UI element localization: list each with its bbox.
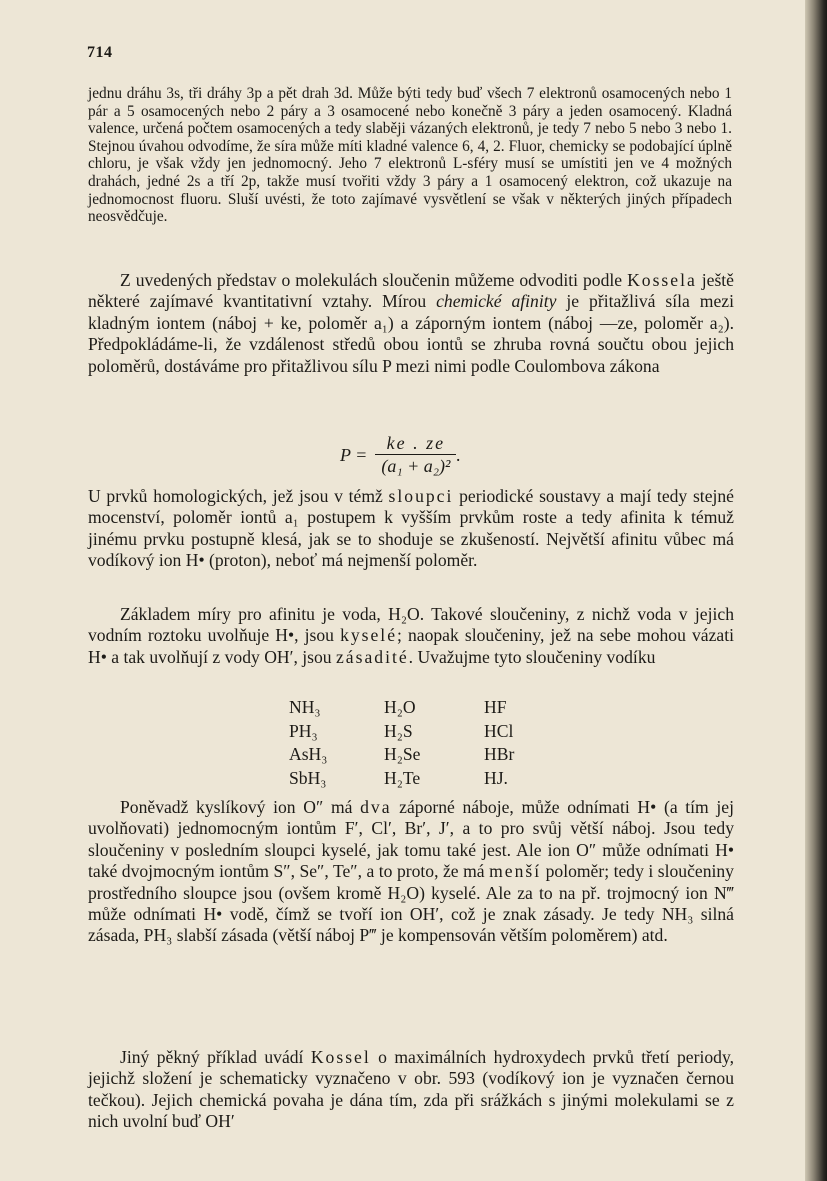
coulomb-formula <box>340 430 461 480</box>
compound-cell: PH₃ <box>289 720 318 741</box>
paragraph-affinity: Z uvedených představ o molekulách sloučenin můžeme odvoditi podle Kossela ještě některé zajímavé kvantitativní vztahy. Mírou chemické afinity je přitažlivá síla mezi kladným iontem (náboj + ke, poloměr a₁) a záporným iontem (náboj —ze, poloměr a₂). Předpokládáme-li, že vzdálenost středů obou iontů se zhruba rovná součtu obou jejich poloměrů, dostáváme pro přitažlivou sílu P mezi nimi podle Coulombova zákona <box>88 270 734 376</box>
formula-denominator: (a₁ + a₂)² <box>375 454 456 477</box>
formula-fraction <box>375 433 456 477</box>
formula-end: . <box>456 444 461 465</box>
compound-cell: SbH₃ <box>289 767 327 788</box>
compound-cell: NH₃ <box>289 697 321 717</box>
compound-cell: AsH₃ <box>289 744 328 764</box>
page-number: 714 <box>87 44 113 61</box>
compound-cell: H₂Te <box>384 767 421 788</box>
paragraph-homologous: U prvků homologických, jež jsou v témž sloupci periodické soustavy a mají tedy stejné mocenství, poloměr iontů a₁ postupem k vyšším prvkům roste a tedy afinita k témuž jinému prvku postupně klesá, jak se to shoduje se zkušeností. Největší afinitu vůbec má vodíkový ion H• (proton), neboť má nejmenší poloměr. <box>88 486 734 571</box>
formula-lhs: P = <box>340 444 368 465</box>
paragraph-oxygen-ion: Poněvadž kyslíkový ion O″ má dva záporné náboje, může odnímati H• (a tím jej uvolňovati) jednomocným iontům F′, Cl′, Br′, J′, a to pro svůj větší náboj. Jsou tedy sloučeniny v posledním sloupci kyselé, jak tomu také jest. Ale ion O″ může odnímati H• také dvojmocným iontům S″, Se″, Te″, a to proto, že má menší poloměr; tedy i sloučeniny prostředního sloupce jsou (ovšem kromě H₂O) kyselé. Ale za to na př. trojmocný ion N‴ může odnímati H• vodě, čímž se tvoří ion OH′, což je znak zásady. Je tedy NH₃ silná zásada, PH₃ slabší zásada (větší náboj P‴ je kompensován větším poloměrem) atd. <box>88 797 734 946</box>
paragraph-water: Základem míry pro afinitu je voda, H₂O. Takové sloučeniny, z nichž voda v jejich vodním roztoku uvolňuje H•, jsou kyselé; naopak sloučeniny, jež na sebe mohou vázati H• a tak uvolňují z vody OH′, jsou zásadité. Uvažujme tyto sloučeniny vodíku <box>88 604 734 667</box>
paragraph-hydroxides: Jiný pěkný příklad uvádí Kossel o maximálních hydroxydech prvků třetí periody, jejichž složení je schematicky vyznačeno v obr. 593 (vodíkový ion je vyznačen černou tečkou). Jejich chemická povaha je dána tím, zda při srážkách s jinými molekulami se z nich uvolní buď OH′ <box>88 1047 734 1132</box>
compound-cell: HJ. <box>484 767 508 788</box>
compound-cell: H₂Se <box>384 744 421 764</box>
compound-cell: HBr <box>484 744 515 764</box>
compound-cell: H₂S <box>384 720 413 741</box>
page-edge-shadow <box>805 0 827 1181</box>
compound-cell: HF <box>484 697 507 717</box>
compound-cell: H₂O <box>384 697 416 717</box>
formula-numerator: ke . ze <box>386 433 446 453</box>
compound-cell: HCl <box>484 720 514 741</box>
small-print-paragraph: jednu dráhu 3s, tři dráhy 3p a pět drah 3d. Může býti tedy buď všech 7 elektronů osamocených nebo 1 pár a 5 osamocených nebo 2 páry a 3 osamocené nebo konečně 3 páry a jeden osamocený. Kladná valence, určená počtem osamocených a tedy slaběji vázaných elektronů, je tedy 7 nebo 5 nebo 3 nebo 1. Stejnou úvahou odvodíme, že síra může míti kladné valence 6, 4, 2. Fluor, chemicky se podobající úplně chloru, je však vždy jen jednomocný. Jeho 7 elektronů L-sféry musí se umístiti jen ve 4 možných drahách, jedné 2s a tří 2p, takže musí tvořiti vždy 3 páry a 1 osamocený elektron, což ukazuje na jednomocnost fluoru. Sluší uvésti, že toto zajímavé vysvětlení se však v některých jiných případech neosvědčuje. <box>88 85 732 226</box>
hydrogen-compounds-table <box>289 697 544 789</box>
